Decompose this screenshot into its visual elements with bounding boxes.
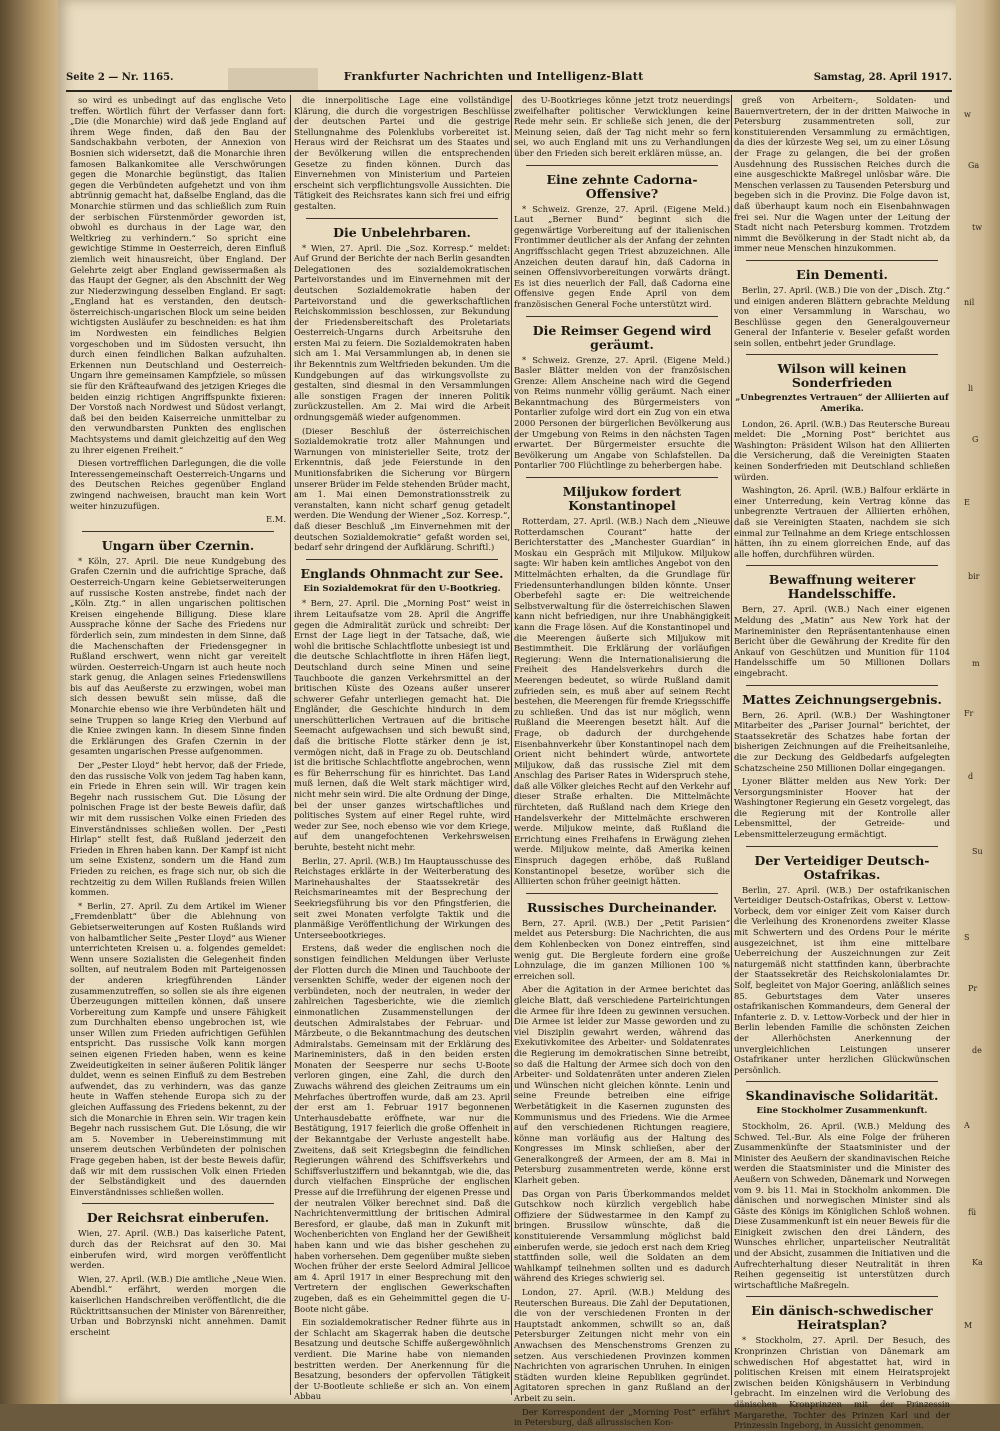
headline-miljukow: Miljukow fordert Konstantinopel: [562, 484, 682, 514]
crop-fragment: d: [968, 771, 974, 781]
header-rule: [66, 90, 952, 92]
article-separator: [746, 1081, 938, 1082]
headline-reichsrat: Der Reichsrat einberufen.: [86, 1210, 270, 1226]
crop-fragment: fü: [968, 1207, 977, 1217]
headline-verteidiger: Der Verteidiger Deutsch-Ostafrikas.: [754, 852, 930, 882]
article-paragraph: * Bern, 27. April. Die „Morning Post“ weist in ihrem Leitaufsatze vom 28. April die Angriffe gegen die Admiralität zurück und schreibt: Der Ernst der Lage liegt in der Tatsache, daß, wie wohl die britische Schlachtflotte unbesiegt ist und die deutsche Schlachtflotte in ihren Häfen liegt, Deutschland durch seine Minen und seine Tauchboote die ganzen Verkehrsmittel an der britischen Küste des Ozeans außer unserer schwerer Gefahr unterliegen gemacht hat. Die Engländer, die Geschichte hindurch in dem unerschütterlichen Vertrauen auf die britische Seemacht aufgewachsen und sich bewußt sind, daß die britische Flotte stärker denn je ist, vermögen nicht, daß in Frage zu ob. Deutschland ist die britische Schlachtflotte angebrochen, wenn es für Beherrschung für es hinrichtet. Das Land muß lernen, daß die Welt stark mächtiger wird, nicht mehr sein wird. Die alte Ordnung der Dinge, bei der unser ganzes wirtschaftliches und politisches System auf einer Regel ruhte, wird weder zur See, noch ebenso wie vor dem Kriege, auf dem unangefochtenen Verkehrsweisen beruhte, besteht nicht mehr.: [294, 598, 510, 852]
article-paragraph: die innerpolitische Lage eine vollständige Klärung, die durch die vorgestrigen Beschlüsse der deutschen Partei und die gestrige Stellungnahme des Polenklubs vorbereitet ist. Heraus wird der Reichsrat um des Staates und der Bevölkerung willen die entsprechenden Gesetze zu finden können. Durch das Einvernehmen von Ministerium und Parteien erscheint sich verpflichtungsvolle Aussichten. Die Tätigkeit des Reichsrates kann sich frei und eifrig gestalten.: [294, 95, 510, 211]
crop-fragment: Su: [972, 846, 983, 856]
article-separator: [306, 559, 498, 560]
article-separator: [306, 218, 498, 219]
article-paragraph: London, 27. April. (W.B.) Meldung des Reuterschen Bureaus. Die Zahl der Deputationen, die von der verschiedenen Fronten in der Hauptstadt ankommen, schwillt so an, daß Petersburger Zeitungen nicht mehr von ein Anwachsen des Menschenstroms Grenzen zu setzen. Aus verschiedenen Provinzen kommen Nachrichten von agrarischen Unruhen. In einigen Städten wurden kleine Republiken gegründet. Agitatoren sprechen in ganz Rußland an der Arbeit zu sein.: [514, 1287, 730, 1403]
crop-fragment: Ka: [972, 1258, 983, 1268]
headline-heiratsplan: Ein dänisch-schwedischer Heiratsplan?: [751, 1303, 933, 1333]
issue-date: Samstag, 28. April 1917.: [813, 72, 952, 83]
article-paragraph: Das Organ von Paris Überkommandos meldet Gutschkow noch kürzlich vergeblich habe Offiziere der Südwestarmee in den Kampf zu bringen. Brussilow wünschte, daß die konstituierende Versammlung möglichst bald einberufen werde, sie jedoch erst nach dem Krieg stattfinden solle, weil die Soldaten an dem Wahlkampf teilnehmen sollten und es dadurch während des Krieges schwierig sei.: [514, 1188, 730, 1284]
article-separator: [82, 531, 274, 532]
article-paragraph: Ein sozialdemokratischer Redner führte aus in der Schlacht am Skagerrak haben die deutsche Besatzung und deutsche Schiffe außergewöhnlich verdient. Die Marine habe von niemanden bestritten werden. Der Anerkennung für die Besatzung, besonders der opfervollen Tätigkeit der U-Bootleute schließe er sich an. Von einem Abbau: [294, 1317, 510, 1402]
article-paragraph: Erstens, daß weder die englischen noch die sonstigen feindlichen Meldungen über Verluste der Flotten durch die Minen und Tauchboote der versenkten Schiffe, weder der eigenen noch der verbündeten, noch der neutralen, in weder der zahlreichen Tagesberichte, wie die ziemlich einmonatlichen Zusammenstellungen der deutschen Admiralstabes der Februar- und Märzbeute, o die Bekanntmachung des deutschen Admiralstabs. Gemeinsam mit der Erklärung des Marineministers, daß in den beiden ersten Monaten der Seesperre nur sechs U-Boote verloren gingen, eine Zahl, die durch den Zuwachs während des gleichen Zeitraums um ein Mehrfaches übertroffen wurde, daß am 23. April der erst am 1. Februar 1917 begonnenen Unterhausdebatte eröffnete, war nur die Bestätigung, 1917 feierlich die große Offenheit in der Bekanntgabe der Verluste angestellt habe. Zweitens, daß seit Kriegsbeginn die feindlichen Regierungen während des Schiffsverkehrs und Schiffsverlustziffern und bekanntgab, wie die, das durch vielfachen Einsprüche der englischen Presse auf die Irreführung der eigenen Presse und der neutralen Völker berechnet sind. Daß die Nachrichtenvermittlung der britischen Admiral Beresford, er glaube, daß man in Zukunft mit Wochenberichten von England her der Gewißheit haben kann und wie das bisher geschehen zu haben vorhersehen. Dem gegenüber mußte sieben Wochen früher der erste Seelord Admiral Jellicoe am 4. April 1917 in einer Besprechung mit den Vertretern der englischen Gewerkschaften zugeben, daß es ein Geheimmittel gegen die U-Boote nicht gäbe.: [294, 943, 510, 1314]
crop-fragment: de: [972, 1046, 982, 1056]
column-4: [734, 95, 950, 1431]
article-paragraph: Bern, 27. April. (W.B.) Nach einer eigenen Meldung des „Matin“ aus New York hat der Marineminister den Repräsentantenhause einen Bericht über die Gewährung der Kredite für den Ankauf von Geschützen und Munition für 1104 Handelsschiffe um 50 Millionen Dollars eingebracht.: [734, 604, 950, 678]
article-paragraph: Berlin, 27. April. (W.B.) Der ostafrikanischen Verteidiger Deutsch-Ostafrikas, Oberst v. Lettow-Vorbeck, dem vor einiger Zeit vom Kaiser durch die Verleihung des Kronenordens zweiter Klasse mit Schwertern und des Ordens Pour le mérite ausgezeichnet, ist ihm eine mittelbare Ueberreichung der Auszeichnungen zur Zeit naturgemäß nicht stattfinden kann, überbrachte der Staatssekretär des Reichskolonialamtes Dr. Solf, begleitet von Major Goering, anläßlich seines 85. Geburtstages dem Vater unseres ostafrikanischen Kommandeurs, dem General der Infanterie z. D. v. Lettow-Vorbeck und der hier in Berlin lebenden Familie die schönsten Zeichen der Allerhöchsten Anerkennung der unvergleichlichen Leistungen unserer Ostafrikaner unter herzlichen Glückwünschen persönlich.: [734, 884, 950, 1075]
crop-fragment: m: [972, 658, 980, 668]
article-separator: [526, 165, 718, 166]
article-separator: [746, 354, 938, 355]
article-separator: [746, 260, 938, 261]
adjacent-page-text-fragments: [956, 110, 1000, 1330]
crop-fragment: nil: [964, 297, 975, 307]
article-separator: [746, 1296, 938, 1297]
article-paragraph: Stockholm, 26. April. (W.B.) Meldung des Schwed. Tel.-Bur. Als eine Folge der früheren Zusammenkünfte der Staatsminister und der Minister des Aeußern der skandinavischen Reiche werden die Staatsminister und die Minister des Aeußern von Schweden, Dänemark und Norwegen vom 9. bis 11. Mai in Stockholm ankommen. Die dänischen und norwegischen Minister sind als Gäste des Königs im Königlichen Schloß wohnen. Diese Zusammenkunft ist ein neuer Beweis für die Einigkeit zwischen den drei Ländern, des Wunsches ehrlicher, unparteiischer Neutralität und der Absicht, zusammen die Initiativen und die Aufrechterhaltung dieser Neutralität in ihren Reihen gegenseitig ist unterstützen durch wirtschaftliche Maßregeln.: [734, 1120, 950, 1290]
column-rule: [511, 95, 512, 1395]
crop-fragment: G: [972, 434, 979, 444]
article-paragraph: * Schweiz. Grenze, 27. April. (Eigene Meld.) Laut „Berner Bund“ beginnt sich die gegenwärtige Vorbereitung auf der italienischen Frontimmer deutlicher als der Anfang der zehnten Angriffsschlacht gegen Triest abzuzeichnen. Alle Anzeichen deuten darauf hin, daß Cadorna in seinen Offensivvorbereitungen vorwärts drängt. Es ist dies neuerlich der Fall, daß Cadorna eine Offensive gegen Ende April von dem französischen General Foche unterstützt wird.: [514, 203, 730, 309]
headline-mattes: Mattes Zeichnungsergebnis.: [742, 691, 942, 707]
headline-cadorna: Eine zehnte Cadorna-Offensive?: [546, 171, 698, 201]
article-paragraph: des U-Bootkrieges könne jetzt trotz neuerdings zweifelhafter politischer Verwicklungen keine Rede mehr sein. Er schließe sich jenen, die der Meinung seien, daß der Tag nicht mehr so fern sei, wo auch England mit uns zu Verhandlungen über den Frieden sich bereit erklären müsse, an.: [514, 95, 730, 158]
headline-reims: Die Reimser Gegend wird geräumt.: [532, 322, 712, 352]
newspaper-page: [58, 0, 956, 1431]
headline-skandinavisch: Skandinavische Solidarität.: [745, 1088, 939, 1104]
subheadline-wilson: „Unbegrenztes Vertrauen“ der Alliierten auf Amerika.: [735, 393, 949, 415]
article-separator: [526, 316, 718, 317]
article-separator: [526, 477, 718, 478]
article-paragraph: Bern, 27. April. (W.B.) Der „Petit Parisien“ meldet aus Petersburg: Die Nachrichten, die aus dem Kohlenbecken von Donez eintreffen, sind wenig gut. Die Bergleute fordern eine große Lohnzulage, die im ganzen Millionen 100 % erreichen soll.: [514, 917, 730, 981]
article-paragraph: (Dieser Beschluß der österreichischen Sozialdemokratie trotz aller Mahnungen und Warnungen von ministerieller Seite, trotz der Erkenntnis, daß jede Feierstunde in den Munitionsfabriken die Sicherung vor Bürgern unserer Brüder im Felde stehenden Brüder macht, am 1. Mai einen Demonstrationsstreik zu veranstalten, kann nicht scharf genug getadelt werden. Die Wendung der Wiener „Soz. Korresp.“, daß dieser Beschluß „im Einvernehmen mit der deutschen Sozialdemokratie“ gefaßt worden sei, bedarf sehr dringend der Aufklärung. Schriftl.): [294, 425, 510, 553]
crop-fragment: Ga: [968, 160, 980, 170]
crop-fragment: M: [964, 1320, 973, 1330]
column-1: [70, 95, 286, 1395]
crop-fragment: w: [964, 110, 971, 119]
subheadline-englands: Ein Sozialdemokrat für den U-Bootkrieg.: [303, 583, 501, 594]
crop-fragment: S: [964, 933, 970, 943]
article-paragraph: Diesen vortrefflichen Darlegungen, die die volle Interessengemeinschaft Oesterreich-Ungarns und des Deutschen Reiches gegenüber England zwingend nachweisen, braucht man kein Wort weiter hinzuzufügen.: [70, 458, 286, 511]
article-paragraph: London, 26. April. (W.B.) Das Reutersche Bureau meldet: Die „Morning Post“ berichtet aus Washington: Präsident Wilson hat den Alliierten die Versicherung, daß die Vereinigten Staaten keinen Sonderfrieden mit Deutschland schließen würden.: [734, 418, 950, 482]
column-rule: [731, 95, 732, 1395]
article-paragraph: * Schweiz. Grenze, 27. April. (Eigene Meld.) Basler Blätter melden von der französischen Grenze: Allem Anscheine nach wird die Gegend von Reims nunmehr völlig geräumt. Nach einer Bekanntmachung des Bürgermeisters von Pontarlier zufolge wird dort ein Zug von ein etwa 2000 Personen der bürgerlichen Bevölkerung aus der Umgebung von Reims in den nächsten Tagen erwartet. Der Bürgermeister ersuchte die Bevölkerung um Angabe von Schlafstellen. Da Pontarlier 700 Flüchtlinge zu beherbergen habe.: [514, 354, 730, 471]
article-paragraph: Lyoner Blätter melden aus New York: Der Versorgungsminister Hoover hat der Washingtoner Regierung ein Gesetz vorgelegt, das die Regierung mit der Kontrolle aller Lebensmittel, der Getreide- und Lebensmittelerzeugung ermächtigt.: [734, 776, 950, 840]
crop-fragment: E: [964, 497, 970, 507]
headline-ungarn: Ungarn über Czernin.: [101, 537, 255, 553]
headline-englands-ohnmacht: Englands Ohnmacht zur See.: [300, 565, 504, 581]
headline-russisches-durcheinander: Russisches Durcheinander.: [526, 899, 718, 915]
article-separator: [746, 685, 938, 686]
headline-dementi: Ein Dementi.: [796, 266, 888, 282]
page-number: Seite 2 — Nr. 1165.: [66, 72, 174, 83]
article-paragraph: Washington, 26. April. (W.B.) Balfour erklärte in einer Unterredung, kein Vertrag könne das unbegrenzte Vertrauen der Alliierten erhöhen, daß sie Vereinigten Staaten, nachdem sie sich einmal zur Teilnahme an dem Kriege entschlossen hätten, ihn zu einem glorreichen Ende, auf das alle hoffen, durchführen würden.: [734, 485, 950, 559]
article-paragraph: Berlin, 27. April. (W.B.) Die von der „Disch. Ztg.“ und einigen anderen Blättern gebrachte Meldung von einer Versammlung in Warschau, wo Beschlüsse gegen den Generalgouverneur General der Infanterie v. Beseler gefaßt worden sein sollen, entbehrt jeder Grundlage.: [734, 284, 950, 348]
subheadline-skandinavisch: Eine Stockholmer Zusammenkunft.: [756, 1106, 928, 1117]
headline-unbelehrbaren: Die Unbelehrbaren.: [333, 224, 471, 240]
running-header: [66, 70, 952, 92]
article-separator: [746, 846, 938, 847]
article-paragraph: * Köln, 27. April. Die neue Kundgebung des Grafen Czernin und die aufrichtige Sprache, daß Oesterreich-Ungarn keine Gebietserweiterungen auf russische Kosten anstrebe, findet nach der „Köln. Ztg.“ in allen ungarischen politischen Kreisen eingehende Billigung. Diese klare Aussprache könne der Sache des Friedens nur förderlich sein, zum mindesten in dem Sinne, daß die Machenschaften der Friedensgegner in Rußland erschwert, wenn nicht gar vereitelt würden. Oesterreich-Ungarn ist auch heute noch stark genug, die Anlagen seines Friedenswillens bis auf das Aeußerste zu erzwingen, wobei man sich dessen bewußt sein müsse, daß die Monarchie ebenso wie ihre Verbündeten hält und seine Truppen so lange Krieg den Vierbund auf die Kniee zwingen kann. In diesem Sinne finden die Erklärungen des Grafen Czernin in der gesamten ungarischen Presse aufgenommen.: [70, 555, 286, 757]
headline-bewaffnung: Bewaffnung weiterer Handelsschiffe.: [768, 572, 916, 602]
article-paragraph: Der Korrespondent der „Morning Post“ erfährt in Petersburg, daß allrussischen Kon-: [514, 1406, 730, 1428]
article-paragraph: so wird es unbedingt auf das englische Veto treffen. Wörtlich führt der Verfasser dann fort: „Die (die Monarchie) wird daß jede England auf ihrem Wege finden, daß den Bau der Sandschakbahn verboten, der Annexion von Bosnien sich widersetzt, daß die Monarchie ihren famosen Balkankomitee alle Verschwörungen gegen die Monarchie begünstigt, das Italien gegen die Verbündeten aufgehetzt und von ihm abtrünnig gemacht hat, daßselbe England, das die Monarchie stürmen und das schließlich zum Ruin der serbischen Fürstenmörder geworden ist, obwohl es durchaus in der Lage war, den Weltkrieg zu verhindern.“ So spricht eine gewichtige Stimme in Oesterreich, deren Einfluß ziemlich weit hinausreicht, über England. Der Gelehrte zeigt aber England gewissermaßen als das Haupt der Gegner, als den Abschnitt der Weg zur Niederzwingung desselben England. Er sagt: „England hat es verstanden, den deutsch-österreichisch-ungarischen Block um seine beiden wichtigsten Ausläufer zu beschneiden: es hat ihm im Nordwesten ein feindliches Belgien vorgeschoben und im Südosten versucht, ihn durch einen feindlichen Balkan aufzuhalten. Erkennen nun Deutschland und Oesterreich-Ungarn ihre gemeinsamen Kampfziele, so müssen sie für den Kräfteaufwand des jetzigen Krieges die beiden einzig richtigen Angriffspunkte fixieren: Der Vorstoß nach Nordwest und Südost verlangt, daß bei den beiden Kaiserreiche unmittelbar zu den verwundbarsten Punkten des englischen Machtsystems und damit gleichzeitig auf den Weg zu ihrer eigenen Freiheit.“: [70, 95, 286, 455]
article-paragraph: * Berlin, 27. April. Zu dem Artikel im Wiener „Fremdenblatt“ über die Ablehnung von Gebietserweiterungen auf Kosten Rußlands wird von halbamtlicher Seite „Pester Lloyd“ aus Wiener unterrichteten Kreisen u. a. folgendes gemeldet: Wenn unsere Sozialisten die Gelegenheit finden sollten, auf neutralem Boden mit Parteigenossen der anderen kriegführenden Länder zusammenzutreffen, so sollen sie als ihre eigenen Überzeugungen mitteilen können, daß unsere Vorbereitung zum Kampfe und unsere Fähigkeit zum Durchhalten ebenso ungebrochen ist, wie unser Willen zum Frieden aufrichtigen Gefühlen entspricht. Das russische Volk kann morgen seinen eigenen Frieden haben, wenn es keine Zweideutigkeiten in seiner äußeren Politik länger duldet, wenn es seinen Einfluß zu dem Bestreben aufwendet, das zu verhindern, was das ganze heute in Waffen stehende Europa sich zu der gleichen Auffassung des Friedens bekennt, zu der sich die Monarchie in Ehren sein. Wir tragen kein Begehr nach russischem Gut. Die Lösung, die wir am 5. November in Uebereinstimmung mit unserem deutschen Verbündeten der polnischen Frage gegeben haben, ist der beste Beweis dafür, daß wir mit dem russischen Volk einen Frieden der Selbständigkeit und des dauernden Einverständnisses schließen wollen.: [70, 900, 286, 1197]
article-paragraph: greß von Arbeitern-, Soldaten- und Bauernvertretern, der in der dritten Maiwoche in Petersburg zusammentreten soll, zur konstituierenden Versammlung zu ermächtigen, da dies der kürzeste Weg sei, um zu einer Lösung der Frage zu gelangen, die bei der großen Ausdehnung des Russischen Reiches durch die eine ausgeschickte Maßregel unlösbar wäre. Die Menschen verlassen zu Tausenden Petersburg und begeben sich in die Provinz. Die Folge davon ist, daß überhaupt kaum noch ein Eisenbahnwagen frei sei. Nur die Wagen unter der Leitung der Stadt nicht nach Petersburg kommen. Trotzdem nimmt die Bevölkerung in der Stadt nicht ab, da immer neue Menschen hinzukommen.: [734, 95, 950, 254]
article-paragraph: Rotterdam, 27. April. (W.B.) Nach dem „Nieuwe Rotterdamschen Courant“ hatte der Berichterstatter des „Manchester Guardian“ in Moskau ein Gespräch mit Miljukow. Miljukow sagte: Wir haben kein amtliches Angebot von den Mittelmächten erhalten, da die Grundlage für Friedensunterhandlungen bilden könnte. Unser Oberbefehl sagte er: Die weitreichende Selbstverwaltung für die österreichischen Slawen kann nicht befriedigen, nur ihre Unabhängigkeit kann die Frage lösen. Auf die Konstantinopel und die Meerengen äußerte sich Miljukow mit Bestimmtheit. Die Erklärung der vorläufigen Regierung: Wenn die Internationalisierung die Freiheit des Handelsverkehrs durch die Meerengen bedeutet, so würde Rußland damit zufrieden sein, es muß aber auf seinem Recht bestehen, die Meerengen für fremde Kriegsschiffe zu schließen. Und das ist nur möglich, wenn Rußland die Meerengen besetzt hält. Auf die Frage, ob dadurch der durchgehende Eisenbahnverkehr über Konstantinopel nach dem Orient nicht behindert würde, antwortete Miljukow, daß das russische Ziel mit dem Anschlag des Pariser Rates in Widerspruch stehe, daß alle Völker gleiches Recht auf den Verkehr auf dieser Straße erhalten. Die Mittelmächte fürchteten, daß Rußland nach dem Kriege den Handelsverkehr der Mittelmächte erschweren werde. Miljukow meinte, daß Rußland die Errichtung eines Freihafens in Erwägung ziehen werde. Miljukow meinte, daß Amerika keinen Einspruch dagegen erhöbe, daß Rußland Konstantinopel besetze, worüber sich die Alliierten schon früher geeinigt hätten.: [514, 516, 730, 887]
article-separator: [82, 1203, 274, 1204]
crop-fragment: Pr: [968, 983, 978, 993]
crop-fragment: tw: [972, 223, 983, 233]
article-paragraph: Wien, 27. April. (W.B.) Das kaiserliche Patent, durch das der Reichsrat auf den 30. Mai einberufen wird, wird morgen veröffentlicht werden.: [70, 1228, 286, 1271]
article-paragraph: Bern, 26. April. (W.B.) Der Washingtoner Mitarbeiter des „Pariser Journal“ berichtet, der Staatssekretär des Schatzes habe fortan der bisherigen Zeichnungen auf die Freiheitsanleihe, die zur Deckung des Geldbedarfs aufgelegten Schatzscheine 250 Millionen Dollar eingegangen.: [734, 709, 950, 773]
article-paragraph: Berlin, 27. April. (W.B.) Im Hauptausschusse des Reichstages erklärte in der Weiterberatung des Marinehaushaltes der Staatssekretär des Reichsmarineamtes mit der Besprechung der Seekriegsführung bis vor den Pfingstferien, die seit zwei Monaten verfolgte Taktik und die planmäßige Veröffentlichung der Wirkungen des Unterseebootkrieges.: [294, 855, 510, 940]
column-3: [514, 95, 730, 1428]
article-paragraph: Der „Pester Lloyd“ hebt hervor, daß der Friede, den das russische Volk von jedem Tag haben kann, ein Friede in Ehren sein will. Wir tragen kein Begehr nach russischem Gut. Die Lösung der polnischen Frage ist der beste Beweis dafür, daß wir mit dem russischen Volke einen Frieden des Einverständnisses schließen wollen. Der „Pesti Hirlap“ stellt fest, daß Rußland jederzeit den Frieden in Ehren haben kann. Der Kampf ist nicht um seine Existenz, sondern um die Hand zum Frieden zu reichen, es frage sich nur, ob sich die rechtzeitig zu dem Willen Rußlands freien Willen kommen.: [70, 760, 286, 898]
crop-fragment: bir: [968, 572, 980, 582]
crop-fragment: A: [964, 1120, 970, 1130]
column-2: [294, 95, 510, 1402]
article-paragraph: * Wien, 27. April. Die „Soz. Korresp.“ meldet: Auf Grund der Berichte der nach Berlin gesandten Delegationen des sozialdemokratischen Parteivorstandes und im Einvernehmen mit der deutschen Sozialdemokratie haben der Parteivorstand und die gewerkschaftlichen Reichskommission beschlossen, zur Bekundung der Friedensbereitschaft des Proletariats Oesterreich-Ungarns durch Arbeitsruhe den ersten Mai zu feiern. Die Sozialdemokraten haben sich am 1. Mai Versammlungen ab, in denen sie ihr Bekenntnis zum Weltfrieden bekunden. Um die Kundgebungen auf das wirkungsvollste zu gestalten, sind diesmal in den Versammlungen alle sonstigen Fragen der inneren Politik zurückzustellen. Am 2. Mai wird die Arbeit ordnungsgemäß wieder aufgenommen.: [294, 242, 510, 423]
headline-wilson: Wilson will keinen Sonderfrieden: [777, 361, 907, 391]
crop-fragment: Fr: [964, 709, 974, 719]
article-separator: [526, 893, 718, 894]
article-paragraph: Aber die Agitation in der Armee berichtet das gleiche Blatt, daß verschiedene Parteirichtungen die Armee für ihre Ideen zu gewinnen versuchen. Die Armee ist leider zur Masse geworden und zu viel Disziplin gewahrt werden, während das Exekutivkomitee des Arbeiter- und Soldatenrates die Regierung im demokratischen Sinne betreibt, so daß die Haltung der Armee sich doch von den Arbeiter- und Soldatenräten unter anderen Zielen und Wünschen nicht gleichen könnte. Lenin und seine Freunde betreiben eine eifrige Werbetätigkeit in die Kasernen zugunsten des Kommunismus und des Friedens. Wie die Armee auf den verschiedenen Richtungen reagiere, könne man vorläufig aus der Haltung des Kongresses im Minsk schließen, aber der Generalkongreß der Armeen, der am 8. Mai in Petersburg zusammentreten werde, könne erst Klarheit geben.: [514, 984, 730, 1186]
article-separator: [746, 565, 938, 566]
paper-title: Frankfurter Nachrichten und Intelligenz-Blatt: [343, 70, 644, 83]
book-spine-gutter: [0, 0, 58, 1404]
article-paragraph: * Stockholm, 27. April. Der Besuch, des Kronprinzen Christian von Dänemark am schwedischen Hof abgestattet hat, wird in politischen Kreisen mit einem Heiratsprojekt zwischen beiden Königshäusern in Verbindung gebracht. Im einzelnen wird die Verlobung des dänischen Kronprinzen mit der Prinzessin Margarethe, Tochter des Prinzen Karl und der Prinzessin Ingeborg, in Aussicht genommen.: [734, 1335, 950, 1431]
crop-fragment: li: [968, 384, 974, 394]
column-rule: [290, 95, 291, 1395]
author-signature: E.M.: [265, 514, 286, 525]
article-paragraph: Wien, 27. April. (W.B.) Die amtliche „Neue Wien. Abendbl.“ erfährt, werden morgen die kaiserlichen Handschreiben veröffentlicht, die die Rücktrittsansuchen der Minister von Bärenreither, Urban und Bobrzynski nicht annehmen. Damit erscheint: [70, 1273, 286, 1337]
